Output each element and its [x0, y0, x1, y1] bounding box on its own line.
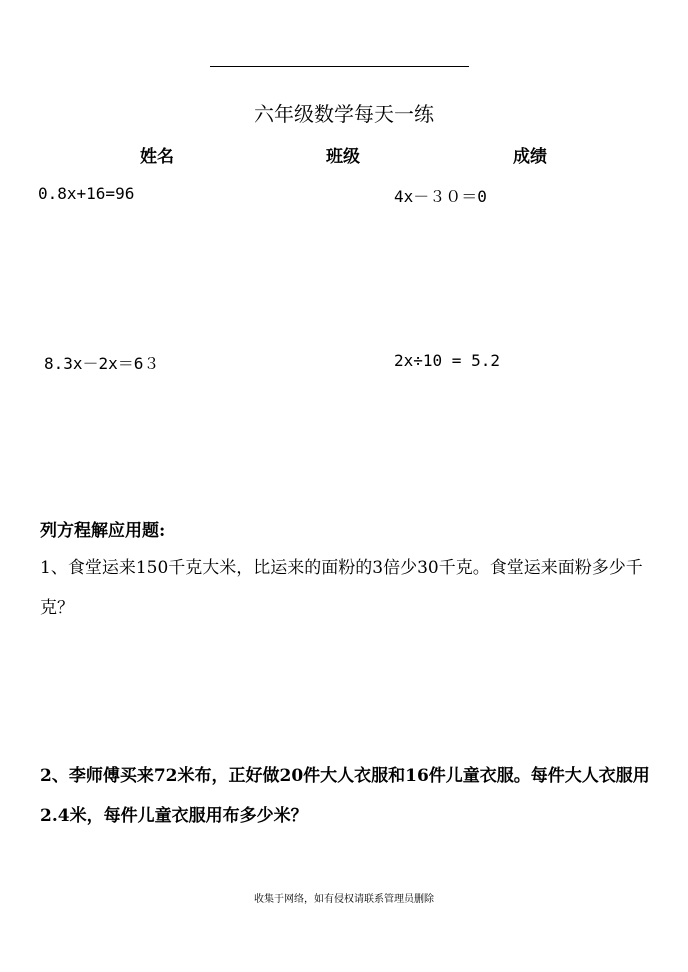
top-rule — [210, 66, 469, 67]
equation-1: 0.8x+16=96 — [38, 184, 135, 203]
word-problem-1: 1、食堂运来150千克大米，比运来的面粉的3倍少30千克。食堂运来面粉多少千克？ — [40, 558, 643, 618]
score-field-label: 成绩 — [513, 147, 547, 167]
word-problem-2: 2、李师傅买来72米布，正好做20件大人衣服和16件儿童衣服。每件大人衣服用2.4米，每件儿童衣服用布多少米？ — [40, 766, 650, 826]
equation-3: 8.3x－2x＝6３ — [44, 354, 160, 373]
footer-note: 收集于网络，如有侵权请联系管理员删除 — [254, 894, 434, 905]
class-field-label: 班级 — [326, 147, 360, 167]
section-heading: 列方程解应用题: — [40, 521, 166, 541]
equation-4: 2x÷10 = 5.2 — [394, 351, 500, 370]
page-title: 六年级数学每天一练 — [254, 102, 434, 126]
name-field-label: 姓名 — [140, 147, 174, 167]
equation-2: 4x－３０＝0 — [394, 187, 487, 206]
